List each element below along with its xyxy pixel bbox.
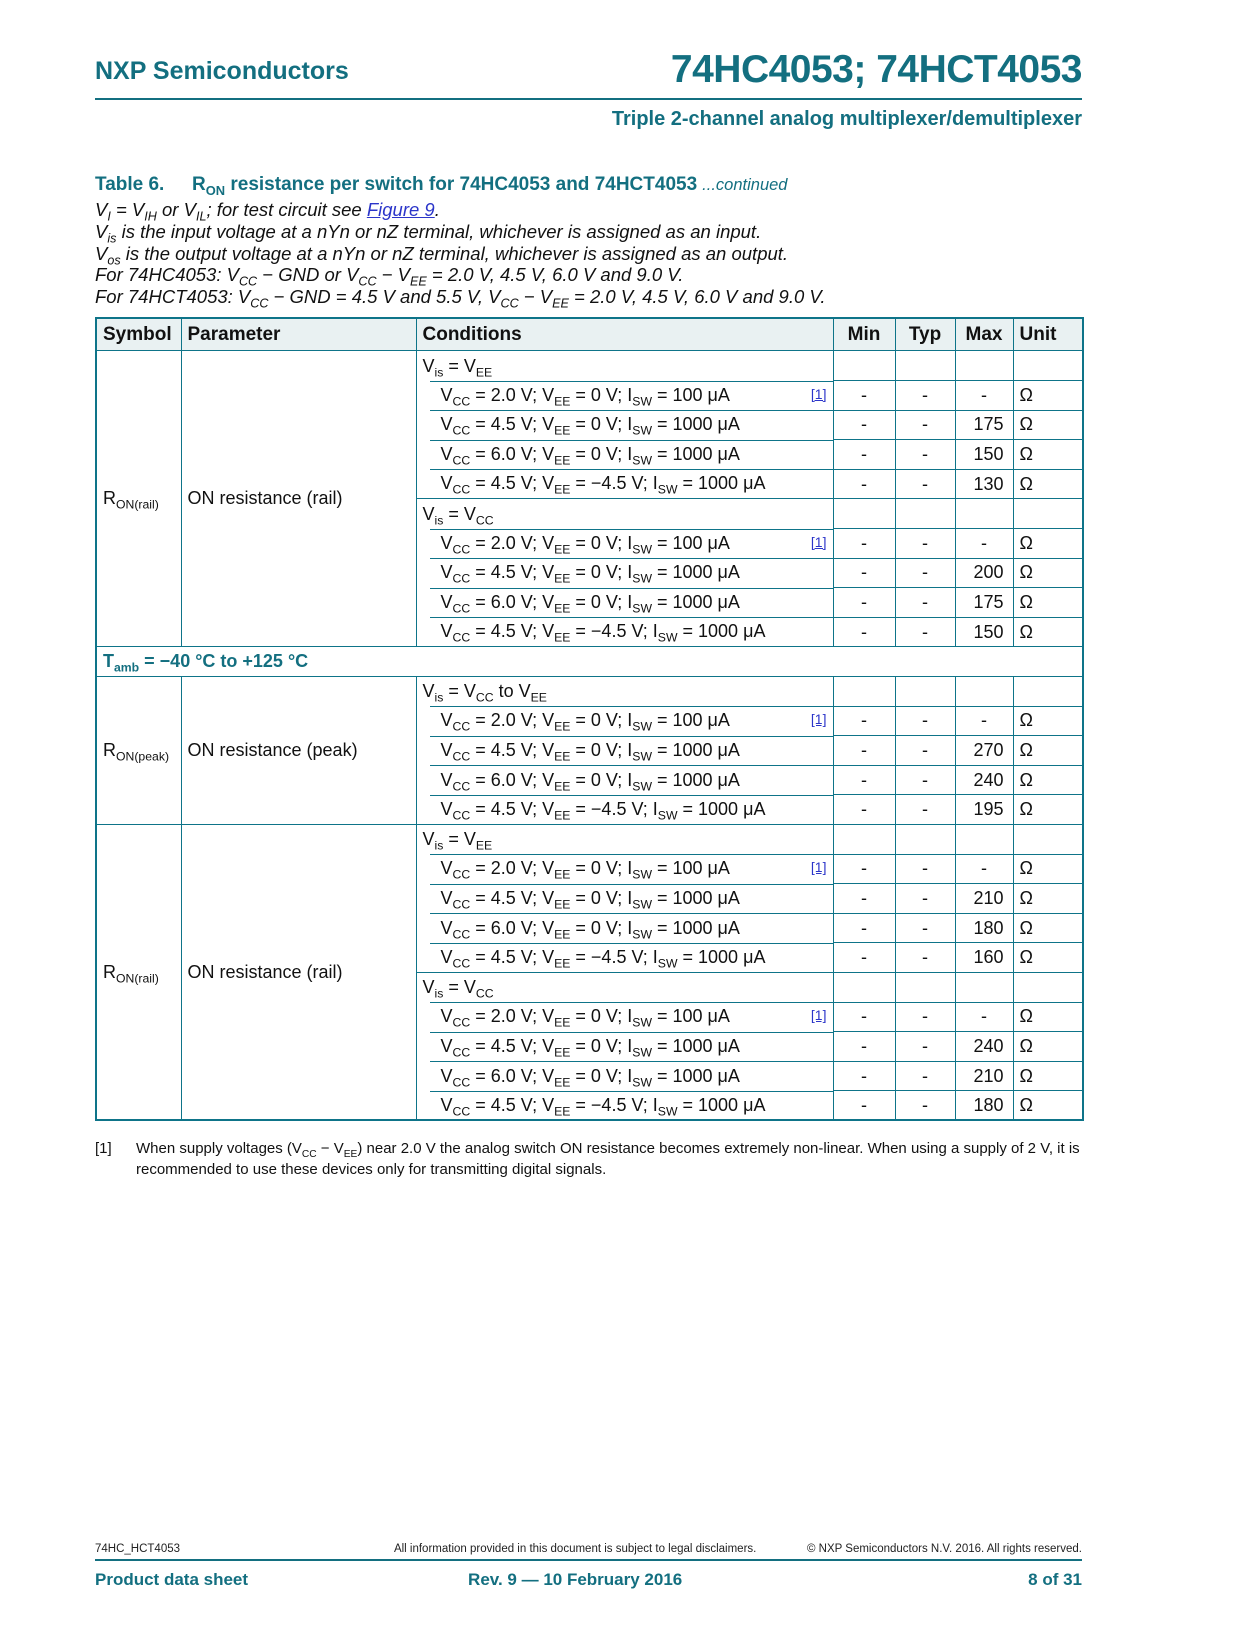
unit-cell: Ω <box>1013 1002 1083 1032</box>
footer-copyright: © NXP Semiconductors N.V. 2016. All rights reserved. <box>806 1543 1082 1555</box>
min-cell: - <box>833 1032 895 1062</box>
min-cell <box>833 499 895 529</box>
min-cell: - <box>833 1002 895 1032</box>
footer-page-number: 8 of 31 <box>1028 1570 1082 1589</box>
typ-cell: - <box>895 440 955 470</box>
page-footer <box>95 1543 1082 1590</box>
conditions-subheader-cell: $V_{is} = V_{CC}$ <box>416 972 833 1002</box>
footnote <box>95 1138 1082 1180</box>
conditions-cell: $V_{CC} = 4.5$ V; $V_{EE} = -4.5$ V; $I_{SW} = 1000$ μA <box>416 617 833 647</box>
unit-cell <box>1013 351 1083 381</box>
typ-cell: - <box>895 765 955 795</box>
section-row <box>96 647 1083 677</box>
symbol-cell: $R_{ON(rail)}$ <box>96 824 181 1120</box>
max-cell: 210 <box>955 884 1013 914</box>
max-cell: 175 <box>955 410 1013 440</box>
column-header-max: Max <box>955 318 1013 351</box>
footnote-ref-link[interactable]: [1] <box>810 711 827 728</box>
max-cell: 175 <box>955 588 1013 618</box>
conditions-cell: $V_{CC} = 4.5$ V; $V_{EE} = 0$ V; $I_{SW} = 1000$ μA <box>416 1032 833 1062</box>
preamble-line: $V_I = V_{IH}$ or $V_{IL}$; for test circuit see Figure 9. <box>95 199 440 224</box>
min-cell <box>833 824 895 854</box>
unit-cell: Ω <box>1013 1091 1083 1121</box>
max-cell: 130 <box>955 469 1013 499</box>
conditions-cell: $V_{CC} = 2.0$ V; $V_{EE} = 0$ V; $I_{SW} = 100$ μA [1] <box>416 706 833 736</box>
typ-cell: - <box>895 736 955 766</box>
conditions-cell: $V_{CC} = 2.0$ V; $V_{EE} = 0$ V; $I_{SW} = 100$ μA [1] <box>416 1002 833 1032</box>
unit-cell: Ω <box>1013 913 1083 943</box>
symbol-cell: $R_{ON(rail)}$ <box>96 351 181 647</box>
max-cell: 270 <box>955 736 1013 766</box>
max-cell <box>955 677 1013 707</box>
unit-cell: Ω <box>1013 410 1083 440</box>
conditions-cell: $V_{CC} = 4.5$ V; $V_{EE} = 0$ V; $I_{SW} = 1000$ μA <box>416 410 833 440</box>
max-cell: - <box>955 854 1013 884</box>
preamble <box>95 199 1082 311</box>
footer-rule <box>95 1559 1082 1561</box>
max-cell: 200 <box>955 558 1013 588</box>
conditions-cell: $V_{CC} = 2.0$ V; $V_{EE} = 0$ V; $I_{SW} = 100$ μA [1] <box>416 529 833 559</box>
max-cell <box>955 972 1013 1002</box>
typ-cell: - <box>895 469 955 499</box>
conditions-cell: $V_{CC} = 6.0$ V; $V_{EE} = 0$ V; $I_{SW} = 1000$ μA <box>416 1061 833 1091</box>
typ-cell: - <box>895 1002 955 1032</box>
typ-cell: - <box>895 1032 955 1062</box>
typ-cell: - <box>895 588 955 618</box>
footer-legal-row <box>95 1543 1082 1555</box>
min-cell: - <box>833 795 895 825</box>
table-caption-label: Table 6. <box>95 174 165 195</box>
min-cell: - <box>833 884 895 914</box>
preamble-line: For 74HCT4053: $V_{CC}$ − GND = 4.5 V and 5.5 V, $V_{CC} - V_{EE} = 2.0$ V, 4.5 V, 6.0 V and 9.0 V. <box>95 286 826 311</box>
conditions-cell: $V_{CC} = 6.0$ V; $V_{EE} = 0$ V; $I_{SW} = 1000$ μA <box>416 913 833 943</box>
preamble-line: For 74HC4053: $V_{CC}$ − GND or $V_{CC} - V_{EE} = 2.0$ V, 4.5 V, 6.0 V and 9.0 V. <box>95 264 684 290</box>
unit-cell <box>1013 972 1083 1002</box>
max-cell: 195 <box>955 795 1013 825</box>
max-cell: - <box>955 381 1013 411</box>
table-body <box>96 351 1083 1120</box>
unit-cell: Ω <box>1013 1032 1083 1062</box>
unit-cell: Ω <box>1013 588 1083 618</box>
max-cell <box>955 351 1013 381</box>
footnote-ref-link[interactable]: [1] <box>810 1007 827 1024</box>
conditions-cell: $V_{CC} = 4.5$ V; $V_{EE} = -4.5$ V; $I_{SW} = 1000$ μA <box>416 469 833 499</box>
conditions-cell: $V_{CC} = 6.0$ V; $V_{EE} = 0$ V; $I_{SW} = 1000$ μA <box>416 588 833 618</box>
conditions-cell: $V_{CC} = 4.5$ V; $V_{EE} = 0$ V; $I_{SW} = 1000$ μA <box>416 736 833 766</box>
min-cell: - <box>833 765 895 795</box>
footnotes <box>95 1138 1082 1180</box>
typ-cell: - <box>895 913 955 943</box>
max-cell: - <box>955 529 1013 559</box>
unit-cell: Ω <box>1013 469 1083 499</box>
ron-resistance-table <box>95 317 1084 1121</box>
typ-cell: - <box>895 381 955 411</box>
footnote-ref-link[interactable]: [1] <box>810 385 827 402</box>
unit-cell: Ω <box>1013 706 1083 736</box>
unit-cell: Ω <box>1013 617 1083 647</box>
typ-cell <box>895 677 955 707</box>
min-cell <box>833 351 895 381</box>
conditions-cell: $V_{CC} = 6.0$ V; $V_{EE} = 0$ V; $I_{SW} = 1000$ μA <box>416 765 833 795</box>
typ-cell: - <box>895 558 955 588</box>
unit-cell: Ω <box>1013 440 1083 470</box>
unit-cell: Ω <box>1013 795 1083 825</box>
typ-cell <box>895 824 955 854</box>
min-cell: - <box>833 410 895 440</box>
column-header-typ: Typ <box>895 318 955 351</box>
preamble-line: $V_{os}$ is the output voltage at a nYn or nZ terminal, whichever is assigned as an output. <box>95 242 789 268</box>
min-cell: - <box>833 381 895 411</box>
unit-cell: Ω <box>1013 558 1083 588</box>
table-caption-continued: ...continued <box>702 176 788 194</box>
typ-cell: - <box>895 1091 955 1121</box>
conditions-cell: $V_{CC} = 2.0$ V; $V_{EE} = 0$ V; $I_{SW} = 100$ μA [1] <box>416 381 833 411</box>
unit-cell: Ω <box>1013 943 1083 973</box>
column-header-unit: Unit <box>1013 318 1083 351</box>
min-cell: - <box>833 558 895 588</box>
footnote-text: When supply voltages $(V_{CC} - V_{EE})$ near 2.0 V the analog switch ON resistance becomes extremely non-linear. When using a supply of 2 V, it is recommended to use these devices only for transmitting digital signals. <box>136 1140 1080 1179</box>
table-row <box>96 351 1083 381</box>
conditions-cell: $V_{CC} = 4.5$ V; $V_{EE} = 0$ V; $I_{SW} = 1000$ μA <box>416 558 833 588</box>
typ-cell <box>895 972 955 1002</box>
page-header <box>95 50 1082 89</box>
unit-cell <box>1013 824 1083 854</box>
typ-cell: - <box>895 706 955 736</box>
typ-cell: - <box>895 854 955 884</box>
column-header-parameter: Parameter <box>181 318 416 351</box>
vendor-name: NXP Semiconductors <box>95 57 349 85</box>
unit-cell: Ω <box>1013 765 1083 795</box>
page-subtitle: Triple 2-channel analog multiplexer/demultiplexer <box>611 108 1082 130</box>
table-caption-title: $R_{ON}$ resistance per switch for 74HC4053 and 74HCT4053 <box>192 174 698 198</box>
min-cell: - <box>833 706 895 736</box>
min-cell <box>833 972 895 1002</box>
max-cell <box>955 824 1013 854</box>
conditions-cell: $V_{CC} = 2.0$ V; $V_{EE} = 0$ V; $I_{SW} = 100$ μA [1] <box>416 854 833 884</box>
table-header-row <box>96 318 1083 351</box>
max-cell <box>955 499 1013 529</box>
max-cell: 240 <box>955 1032 1013 1062</box>
footnote-ref-link[interactable]: [1] <box>810 859 827 876</box>
column-header-conditions: Conditions <box>416 318 833 351</box>
typ-cell: - <box>895 795 955 825</box>
typ-cell: - <box>895 617 955 647</box>
unit-cell <box>1013 499 1083 529</box>
conditions-subheader-cell: $V_{is} = V_{CC}$ to $V_{EE}$ <box>416 677 833 707</box>
unit-cell: Ω <box>1013 854 1083 884</box>
typ-cell: - <box>895 1061 955 1091</box>
conditions-cell: $V_{CC} = 6.0$ V; $V_{EE} = 0$ V; $I_{SW} = 1000$ μA <box>416 440 833 470</box>
footnote-marker: [1] <box>95 1140 112 1158</box>
max-cell: 210 <box>955 1061 1013 1091</box>
preamble-line: $V_{is}$ is the input voltage at a nYn or nZ terminal, whichever is assigned as an input. <box>95 220 762 246</box>
unit-cell <box>1013 677 1083 707</box>
min-cell: - <box>833 469 895 499</box>
conditions-cell: $V_{CC} = 4.5$ V; $V_{EE} = -4.5$ V; $I_{SW} = 1000$ μA <box>416 795 833 825</box>
footer-doc-type: Product data sheet <box>95 1570 249 1589</box>
column-header-symbol: Symbol <box>96 318 181 351</box>
min-cell <box>833 677 895 707</box>
max-cell: - <box>955 1002 1013 1032</box>
conditions-cell: $V_{CC} = 4.5$ V; $V_{EE} = -4.5$ V; $I_{SW} = 1000$ μA <box>416 1091 833 1121</box>
table-row <box>96 824 1083 854</box>
parameter-cell: ON resistance (peak) <box>181 677 416 825</box>
min-cell: - <box>833 854 895 884</box>
min-cell: - <box>833 529 895 559</box>
unit-cell: Ω <box>1013 381 1083 411</box>
min-cell: - <box>833 1091 895 1121</box>
page-content <box>95 50 1082 1180</box>
unit-cell: Ω <box>1013 1061 1083 1091</box>
unit-cell: Ω <box>1013 736 1083 766</box>
unit-cell: Ω <box>1013 529 1083 559</box>
min-cell: - <box>833 943 895 973</box>
typ-cell: - <box>895 943 955 973</box>
min-cell: - <box>833 736 895 766</box>
max-cell: 240 <box>955 765 1013 795</box>
figure-link[interactable]: Figure 9 <box>366 199 435 220</box>
conditions-cell: $V_{CC} = 4.5$ V; $V_{EE} = 0$ V; $I_{SW} = 1000$ μA <box>416 884 833 914</box>
conditions-subheader-cell: $V_{is} = V_{CC}$ <box>416 499 833 529</box>
max-cell: 180 <box>955 1091 1013 1121</box>
min-cell: - <box>833 588 895 618</box>
min-cell: - <box>833 1061 895 1091</box>
typ-cell <box>895 351 955 381</box>
conditions-subheader-cell: $V_{is} = V_{EE}$ <box>416 351 833 381</box>
parameter-cell: ON resistance (rail) <box>181 351 416 647</box>
min-cell: - <box>833 617 895 647</box>
typ-cell: - <box>895 410 955 440</box>
temperature-range-cell: $T_{amb} = -40$ °C to +125 °C <box>96 647 1083 677</box>
unit-cell: Ω <box>1013 884 1083 914</box>
footnote-ref-link[interactable]: [1] <box>810 533 827 550</box>
max-cell: 150 <box>955 617 1013 647</box>
conditions-subheader-cell: $V_{is} = V_{EE}$ <box>416 824 833 854</box>
conditions-cell: $V_{CC} = 4.5$ V; $V_{EE} = -4.5$ V; $I_{SW} = 1000$ μA <box>416 943 833 973</box>
max-cell: 150 <box>955 440 1013 470</box>
footer-doc-id: 74HC_HCT4053 <box>95 1543 181 1555</box>
header-rule <box>95 98 1082 100</box>
max-cell: - <box>955 706 1013 736</box>
symbol-cell: $R_{ON(peak)}$ <box>96 677 181 825</box>
typ-cell <box>895 499 955 529</box>
footer-disclaimer: All information provided in this document is subject to legal disclaimers. <box>393 1543 757 1555</box>
part-title: 74HC4053; 74HCT4053 <box>670 48 1082 91</box>
min-cell: - <box>833 913 895 943</box>
max-cell: 160 <box>955 943 1013 973</box>
table-row <box>96 677 1083 707</box>
table-caption <box>95 174 1082 196</box>
column-header-min: Min <box>833 318 895 351</box>
typ-cell: - <box>895 884 955 914</box>
min-cell: - <box>833 440 895 470</box>
footer-revision: Rev. 9 — 10 February 2016 <box>468 1570 683 1589</box>
max-cell: 180 <box>955 913 1013 943</box>
typ-cell: - <box>895 529 955 559</box>
footer-info-row <box>95 1570 1082 1590</box>
parameter-cell: ON resistance (rail) <box>181 824 416 1120</box>
